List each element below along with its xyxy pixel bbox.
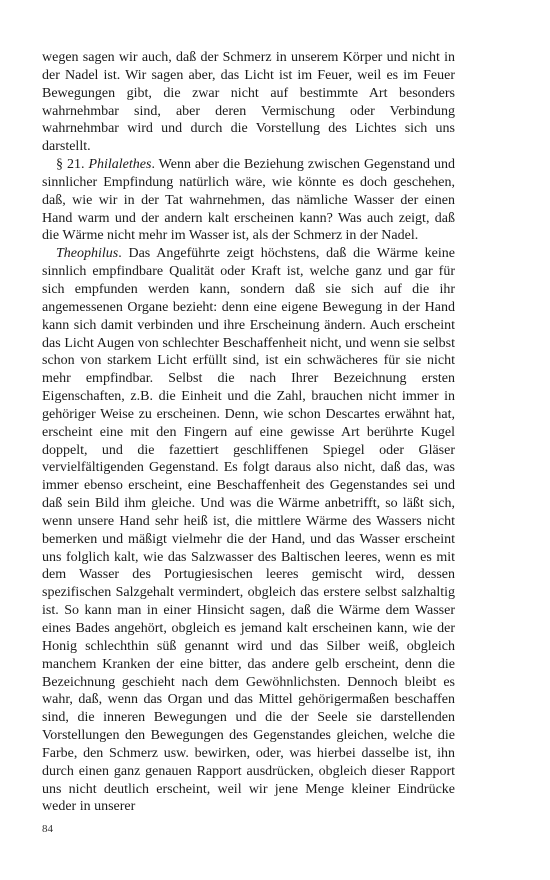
paragraph-theophilus — [42, 245, 455, 816]
paragraph-philalethes — [42, 156, 455, 245]
paragraph-text: . Wenn aber die Beziehung zwischen Gegenstand und sinnlicher Empfindung natürlich wäre, wie könnte es doch geschehen, daß, wie wir in der Tat wahrnehmen, das nämliche Wasser der einen Hand warm und der andern kalt erscheinen kann? Was auch zeigt, daß die Wärme nicht mehr im Wasser ist, als der Schmerz in der Nadel. — [42, 157, 456, 244]
speaker-name: Philalethes — [88, 157, 152, 173]
speaker-name: Theophilus — [56, 246, 119, 262]
paragraph-text: . Das Angeführte zeigt höchstens, daß die Wärme keine sinnlich empfindbare Qualität oder Kraft ist, welche ganz und gar für sich empfunden werden kann, sondern daß sie sich auf die ihr angemessenen Organe bezieht: denn eine eigene Bewegung in der Hand kann sich damit verbinden und ihre Erscheinung ändern. Auch erscheint das Licht Augen von schlechter Beschaffenheit nicht, und wenn sie selbst schon von starkem Licht erfüllt sind, ist ein schwächeres für sie nicht mehr empfindbar. Selbst die nach Ihrer Bezeichnung ersten Eigenschaften, z.B. die Einheit und die Zahl, brauchen nicht immer in gehöriger Weise zu erscheinen. Denn, wie schon Descartes erwähnt hat, erscheint eine mit den Fingern auf eine gewisse Art berührte Kugel doppelt, und die fazettiert geschliffenen Spiegel oder Gläser vervielfältigenden Gegenstand. Es folgt daraus also nicht, daß das, was immer ebenso erscheint, eine Beschaffenheit des Gegenstandes sei und daß sein Bild ihm gleiche. Und was die Wärme anbetrifft, so läßt sich, wenn unsere Hand sehr heiß ist, die mittlere Wärme des Wassers nicht bemerken und mäßigt vielmehr die der Hand, und das Wasser erscheint uns folglich kalt, wie das Salzwasser des Baltischen leeres, wenn es mit dem Wasser des Portugiesischen leeres gemischt wird, dessen spezifischen Salzgehalt vermindert, obgleich das erstere selbst salzhaltig ist. So kann man in einer Hinsicht sagen, daß die Wärme dem Wasser eines Bades angehört, obgleich es jemand kalt erscheinen kann, wie der Honig schlechthin süß genannt wird und das Silber weiß, obgleich manchem Kranken der eine bitter, das andere gelb erscheint, denn die Bezeichnung geschieht nach dem Gewöhnlichsten. Dennoch bleibt es wahr, daß, wenn das Organ und das Mittel gehörigermaßen beschaffen sind, die inneren Bewegungen und die der Seele sie darstellenden Vorstellungen den Bewegungen des Gegenstandes gleichen, welche die Farbe, den Schmerz usw. bewirken, oder, was hierbei dasselbe ist, ihn durch einen ganz genauen Rapport ausdrücken, obgleich dieser Rapport uns nicht deutlich erscheint, weil wir jene Menge kleiner Eindrücke weder in unserer — [42, 246, 455, 815]
body-text — [42, 49, 455, 816]
page-number: 84 — [42, 823, 53, 835]
section-number: § 21. — [56, 157, 89, 173]
paragraph-continuation: wegen sagen wir auch, daß der Schmerz in unserem Körper und nicht in der Nadel ist. Wir sagen aber, das Licht ist im Feuer, weil es im Feuer Bewegungen gibt, die zwar nicht auf bestimmte Art besonders wahrnehmbar sind, aber deren Vermischung oder Verbindung wahrnehmbar wird und durch die Vorstellung des Lichtes sich uns darstellt. — [42, 50, 455, 155]
